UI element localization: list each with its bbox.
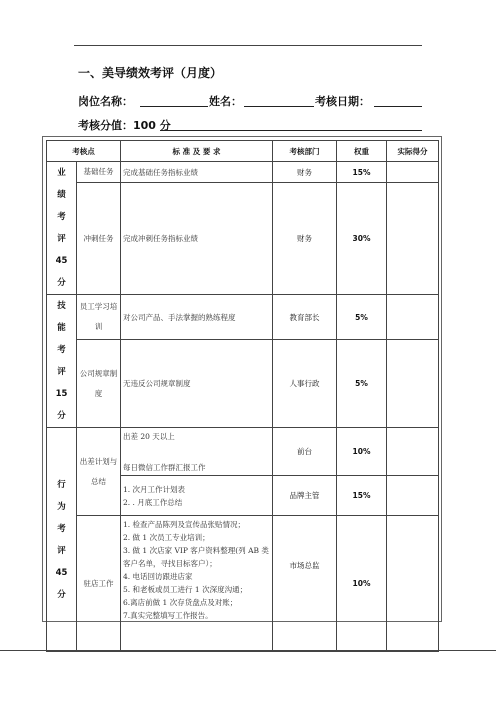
table-row: [47, 183, 439, 295]
score-cell[interactable]: [387, 516, 439, 652]
score-underline: [160, 130, 422, 131]
name-field[interactable]: [244, 106, 314, 107]
evaluation-table: [46, 140, 439, 652]
score-cell[interactable]: [387, 162, 439, 183]
item-cell: 员工学习培训: [77, 295, 121, 340]
table-row: [47, 340, 439, 428]
header-cell: 权重: [337, 141, 387, 162]
score-label: 考核分值：100 分: [78, 119, 171, 132]
table-row: [47, 516, 439, 652]
item-cell: 出差计划与总结: [77, 428, 121, 516]
table-row: [47, 162, 439, 183]
table-row: [47, 428, 439, 476]
standard-cell: 完成冲刺任务指标业绩: [121, 183, 273, 295]
weight-cell: 5%: [337, 340, 387, 428]
weight-cell: 5%: [337, 295, 387, 340]
category-cell: 技 能 考 评 15 分: [47, 295, 77, 428]
weight-cell: 30%: [337, 183, 387, 295]
table-row: [47, 295, 439, 340]
standard-cell: 出差 20 天以上 每日微信工作群汇报工作: [121, 428, 273, 476]
dept-cell: 前台: [273, 428, 337, 476]
item-cell: 冲刺任务: [77, 183, 121, 295]
name-label: 姓名：: [209, 95, 242, 108]
date-label: 考核日期：: [315, 95, 370, 108]
weight-cell: 15%: [337, 162, 387, 183]
dept-cell: 品牌主管: [273, 476, 337, 516]
header-cell: 标 准 及 要 求: [121, 141, 273, 162]
header-cell: 考核部门: [273, 141, 337, 162]
dept-cell: 市场总监: [273, 516, 337, 652]
item-cell: 驻店工作: [77, 516, 121, 652]
dept-cell: 教育部长: [273, 295, 337, 340]
standard-cell: 1. 检查产品陈列及宣传品张贴情况； 2. 做 1 次员工专业培训； 3. 做 1 次店家 VIP 客户资料整理(列 AB 类客户名单，寻找目标客户）； 4. 电话回访跟进店家 5. 和老板或员工进行 1 次深度沟通； 6.离店前做 1 次存货盘点及对账； 7.真实完整填写工作报告。: [121, 516, 273, 652]
header-cell: 考核点: [47, 141, 121, 162]
bottom-rule: [0, 650, 496, 651]
item-cell: 基础任务: [77, 162, 121, 183]
category-cell: 业 绩 考 评 45 分: [47, 162, 77, 295]
standard-cell: 1. 次月工作计划表 2. . 月底工作总结: [121, 476, 273, 516]
score-cell[interactable]: [387, 183, 439, 295]
weight-cell: 10%: [337, 428, 387, 476]
score-cell[interactable]: [387, 340, 439, 428]
weight-cell: 10%: [337, 516, 387, 652]
position-field[interactable]: [140, 106, 208, 107]
date-field[interactable]: [374, 106, 422, 107]
dept-cell: 人事行政: [273, 340, 337, 428]
score-cell[interactable]: [387, 295, 439, 340]
category-cell: 行 为 考 评 45 分: [47, 428, 77, 652]
position-label: 岗位名称：: [78, 95, 133, 108]
item-cell: 公司规章制度: [77, 340, 121, 428]
standard-cell: 无违反公司规章制度: [121, 340, 273, 428]
score-cell[interactable]: [387, 428, 439, 476]
weight-cell: 15%: [337, 476, 387, 516]
standard-cell: 完成基础任务指标业绩: [121, 162, 273, 183]
standard-cell: 对公司产品、手法掌握的熟练程度: [121, 295, 273, 340]
score-cell[interactable]: [387, 476, 439, 516]
page-title: 一、美导绩效考评（月度）: [78, 66, 223, 80]
top-rule: [74, 45, 422, 46]
dept-cell: 财务: [273, 183, 337, 295]
header-cell: 实际得分: [387, 141, 439, 162]
dept-cell: 财务: [273, 162, 337, 183]
table-header-row: [47, 141, 439, 162]
